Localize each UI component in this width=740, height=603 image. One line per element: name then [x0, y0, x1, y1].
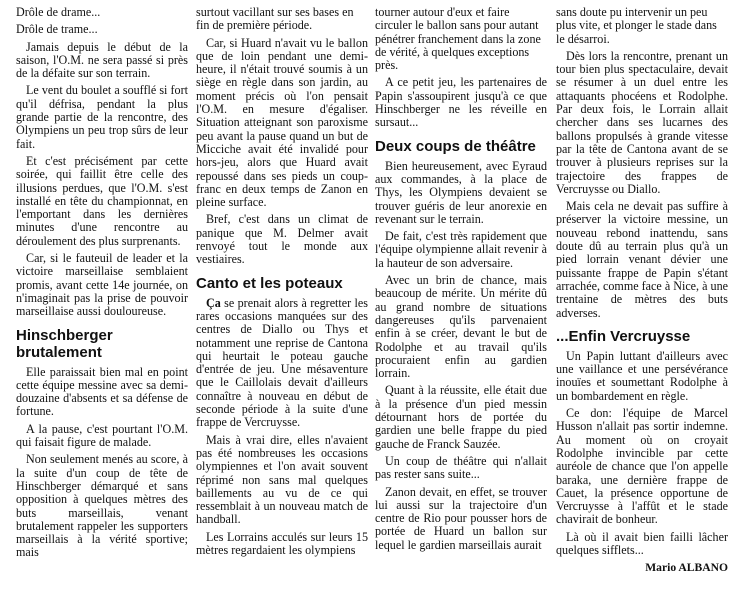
paragraph: Un coup de théâtre qui n'allait pas rester sans suite... — [375, 453, 547, 482]
paragraph: Drôle de drame... — [16, 5, 101, 19]
section-heading: Hinschberger brutalement — [16, 326, 113, 361]
author-signature: Mario ALBANO — [645, 561, 728, 575]
paragraph: Les Lorrains acculés sur leurs 15 mètres regardaient les olympiens — [196, 529, 368, 557]
column-3 — [375, 6, 547, 556]
paragraph: Car, si Huard n'avait vu le ballon que de loin pendant une demi-heure, il n'était trouvé soumis à un siège en règle dans son jardin, au moment précis où l'on pensait l'O.M. en mesure d'égaliser. Situation atteignant son paroxisme peu avant la pause quand un but de Micciche avait été invalidé pour hors-jeu, alors que Huard avait repoussé dans ses pieds un coup-franc en deux temps de Zanon en pleine surface. — [196, 35, 368, 210]
paragraph: Dès lors la rencontre, prenant un tour bien plus spectaculaire, devait se résumer à un duel entre les attaquants phocéens et Rodolphe. Par deux fois, le Lorrain allait chercher dans ses lucarnes des ballons propulsés à grande vitesse par la tête de Cantona avant de se trouver à plusieurs reprises sur la trajectoire des frappes de Vercruysse ou Diallo. — [556, 48, 728, 196]
paragraph — [196, 297, 368, 430]
column-4 — [556, 6, 728, 574]
column-1 — [16, 6, 188, 564]
paragraph: A ce petit jeu, les partenaires de Papin s'assoupirent jusqu'à ce que Hinschberger ne les réveille en sursaut... — [375, 75, 547, 130]
paragraph: Mais cela ne devait pas suffire à préserver la victoire messine, un nouveau rebond inattendu, sans doute dû au terrain plus qu'à un pied lorrain venant dévier une puissante frappe de Papin s'étant arrachée, comme face à Nice, à une trentaine de mètres des buts adverses. — [556, 199, 728, 320]
paragraph: A la pause, c'est pourtant l'O.M. qui faisait figure de malade. — [16, 421, 188, 450]
column-2 — [196, 6, 368, 561]
paragraph: sans doute pu intervenir un peu plus vite, et plonger le stade dans le désarroi. — [556, 5, 717, 46]
paragraph: Car, si le fauteuil de leader et la victoire marseillaise semblaient promis, avant cette 14e journée, on n'imaginait pas la prise de pouvoir marseillaise aussi douloureuse. — [16, 251, 188, 319]
paragraph: Et c'est précisément par cette soirée, qui faillit être celle des illusions perdues, que l'O.M. s'est installé en tête du championnat, en l'emportant dans les dernières minutes d'une rencontre au déroulement des plus surprenants. — [16, 153, 188, 248]
dropcap: Ça — [206, 295, 221, 310]
section-heading: ...Enfin Vercruysse — [556, 327, 691, 345]
paragraph: Zanon devait, en effet, se trouver lui aussi sur la trajectoire d'un centre de Rio pour pousser hors de portée de Huard un ballon sur lequel le gardien marseillais aurait — [375, 484, 547, 552]
section-heading: Deux coups de théâtre — [375, 137, 536, 155]
paragraph: De fait, c'est très rapidement que l'équipe olympienne allait revenir à la hauteur de son adversaire. — [375, 229, 547, 270]
paragraph: Bref, c'est dans un climat de panique que M. Delmer avait renvoyé tout le monde aux vestiaires. — [196, 212, 368, 267]
paragraph: Ce don: l'équipe de Marcel Husson n'allait pas sortir indemne. Au moment où on croyait Rodolphe invincible par cette auréole de chance que l'on appelle baraka, une dernière frappe de Cauet, la présence opportune de Vercruysse à l'affût et le stade chavirait de bonheur. — [556, 406, 728, 527]
paragraph: tourner autour d'eux et faire circuler le ballon sans pour autant pénétrer franchement dans la zone de vérité, à quelques exceptions près. — [375, 5, 541, 73]
paragraph: Avec un brin de chance, mais beaucoup de mérite. Un mérite dû au grand nombre de situations dangereuses qu'ils parvenaient enfin à se créer, devant le but de Rodolphe et au travail qu'ils procuraient enfin au gardien lorrain. — [375, 273, 547, 381]
paragraph: Bien heureusement, avec Eyraud aux commandes, à la place de Thys, les Olympiens devaient se trouver guéris de leur anorexie en revenant sur le terrain. — [375, 158, 547, 226]
paragraph: Jamais depuis le début de la saison, l'O.M. ne sera passé si près de la défaite sur son terrain. — [16, 39, 188, 81]
paragraph: Drôle de trame... — [16, 22, 98, 37]
paragraph: Non seulement menés au score, à la suite d'un coup de tête de Hinschberger démarqué et sans opposition à quelques mètres des buts marseillais, venant brutalement rappeler les supporters marseillais à la vérité sportive; mais — [16, 452, 188, 560]
paragraph-text: se prenait alors à regretter les rares occasions manquées sur des centres de Diallo ou Thys et notamment une reprise de Cantona qui heurtait le poteau gauche d'entrée de jeu. Une mésaventure que le Caillolais devait d'ailleurs connaître à nouveau en début de seconde période à la suite d'une frappe de Vercruysse. — [196, 295, 368, 430]
paragraph: Elle paraissait bien mal en point cette équipe messine avec sa demi-douzaine d'absents et sa défense de fortune. — [16, 364, 188, 419]
paragraph: Mais à vrai dire, elles n'avaient pas été nombreuses les occasions olympiennes et l'on avait souvent réprimé non sans mal quelques baillements au vu de ce qui ressemblait à un nouveau match de handball. — [196, 432, 368, 527]
paragraph: Le vent du boulet a soufflé si fort qu'il défrisa, pendant la plus grande partie de la rencontre, des Olympiens un peu trop sûrs de leur fait. — [16, 83, 188, 151]
paragraph: Là où il avait bien failli lâcher quelques sifflets... — [556, 529, 728, 557]
paragraph: surtout vacillant sur ses bases en fin de première période. — [196, 5, 354, 33]
paragraph: Un Papin luttant d'ailleurs avec une vaillance et une persévérance inouïes et soumettant Rodolphe à un bombardement en règle. — [556, 348, 728, 403]
paragraph: Quant à la réussite, elle était due à la présence d'un pied messin détournant hors de portée du gardien une belle frappe du pied gauche de Franck Sauzée. — [375, 383, 547, 451]
section-heading: Canto et les poteaux — [196, 274, 343, 292]
